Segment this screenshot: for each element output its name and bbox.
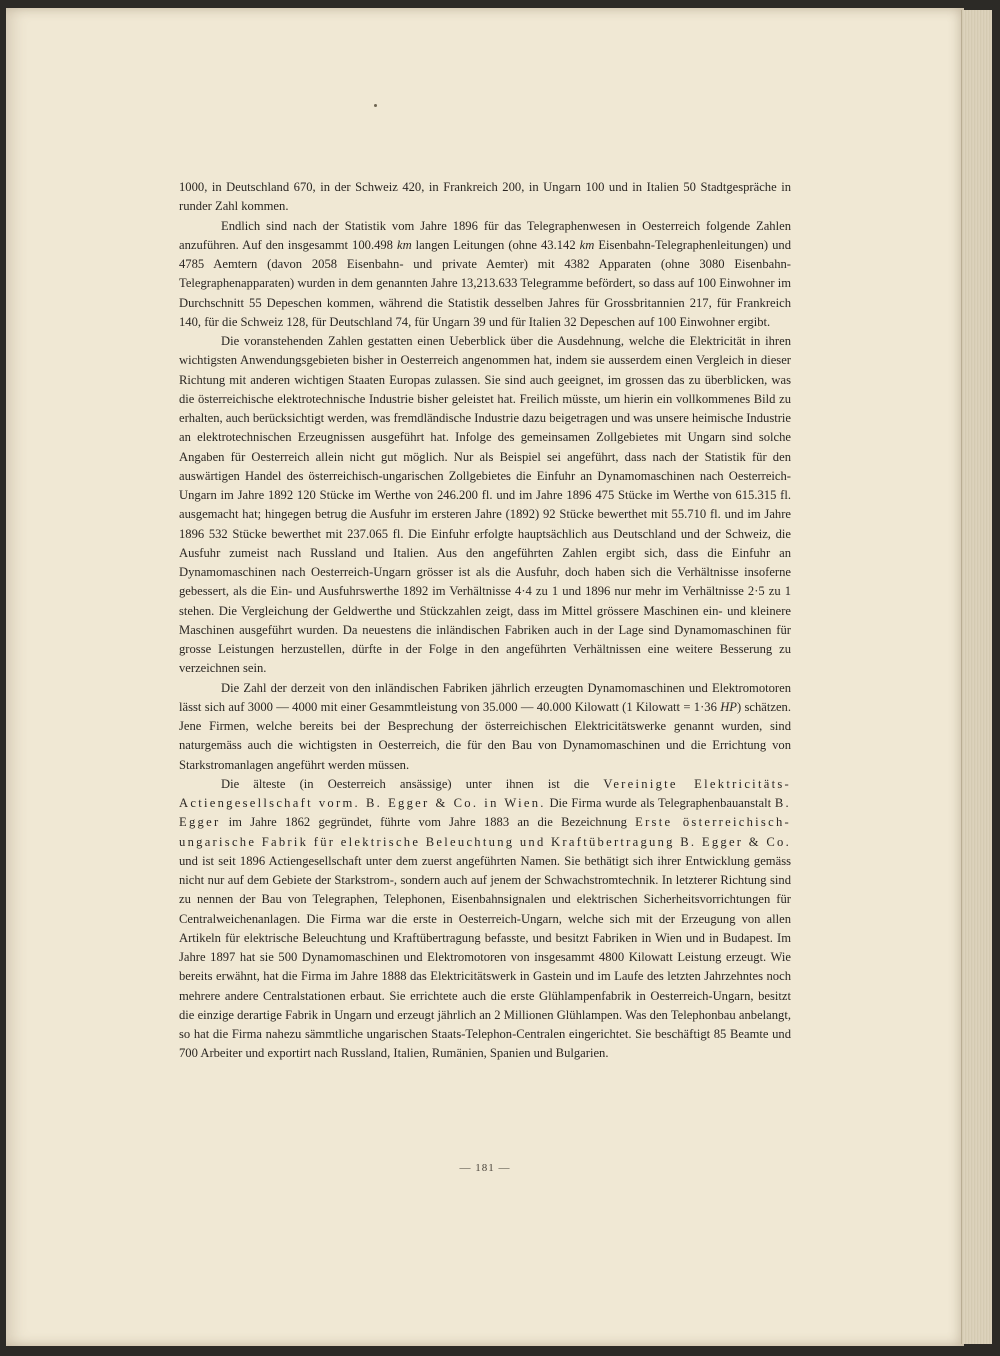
text-segment: 1000, in Deutschland 670, in der Schweiz 420, in Frankreich 200, in Ungarn 100 und in Italien 50 Stadtgespräche in runder Zahl kommen. [179, 180, 791, 214]
spaced-emphasis-text: Vereinigte Elektricitäts-Actiengesellschaft vorm. B. Egger & Co. in Wien. [179, 776, 791, 810]
spaced-emphasis-text: B. Egger [179, 796, 791, 830]
text-segment: Die älteste (in Oesterreich ansässige) unter ihnen ist die [221, 776, 604, 791]
italic-text: km [396, 237, 412, 252]
text-segment: im Jahre 1862 gegründet, führte vom Jahre 1883 an die Bezeichnung [220, 815, 636, 830]
ink-speck [374, 104, 377, 107]
text-segment: Die Firma wurde als Telegraphenbauanstalt [545, 796, 775, 810]
text-segment: und ist seit 1896 Actiengesellschaft unter dem zuerst angeführten Namen. Sie bethätigt sich ihrer Entwicklung gemäss nicht nur auf dem Gebiete der Starkstrom-, sondern auch auf jenem der Schwachstromtechnik. In letzterer Richtung sind zu nennen der Bau von Telegraphen, Telephonen, Eisenbahnsignalen und elektrischen Sicherheitsvorrichtungen für Centralweichenanlagen. Die Firma war die erste in Oesterreich-Ungarn, welche sich mit der Erzeugung von allen Artikeln für elektrische Beleuchtung und Kraftübertragung befasste, und besitzt Fabriken in Wien und in Budapest. Im Jahre 1897 hat sie 500 Dynamomaschinen und Elektromotoren von insgesammt 4800 Kilowatt Leistung erzeugt. Wie bereits erwähnt, hat die Firma im Jahre 1888 das Elektricitätswerk in Gastein und im Laufe des letzten Jahrzehntes noch mehrere andere Centralstationen erbaut. Sie errichtete auch die erste Glühlampenfabrik in Oesterreich-Ungarn, besitzt die einzige derartige Fabrik in Ungarn und erzeugt jährlich an 2 Millionen Glühlampen. Was den Telephonbau anbelangt, so hat die Firma nahezu sämmtliche ungarischen Staats-Telephon-Centralen eingerichtet. Sie beschäftigt 85 Beamte und 700 Arbeiter und exportirt nach Russland, Italien, Rumänien, Spanien und Bulgarien. [179, 853, 791, 1061]
italic-text: HP [720, 699, 737, 714]
paragraph [179, 332, 791, 679]
spaced-emphasis-text: Erste österreichisch-ungarische Fabrik für elektrische Beleuchtung und Kraftübertragung B. Egger & Co. [179, 815, 791, 849]
text-segment: Eisenbahn-Telegraphenleitungen) und 4785 Aemtern (davon 2058 Eisenbahn- und private Aemter) mit 4382 Apparaten (ohne 3080 Eisenbahn-Telegraphenapparaten) wurden in dem genannten Jahre 13,213.633 Telegramme befördert, so dass auf 100 Einwohner im Durchschnitt 55 Depeschen kommen, während die Statistik desselben Jahres für Grossbritannien 217, für Frankreich 140, für die Schweiz 128, für Deutschland 74, für Ungarn 39 und für Italien 32 Depeschen auf 100 Einwohner ergibt. [179, 237, 791, 329]
page-stack-edge [961, 10, 992, 1344]
text-segment: Endlich sind nach der Statistik vom Jahre 1896 für das Telegraphenwesen in Oesterreich folgende Zahlen anzuführen. Auf den insgesammt 100.498 [179, 218, 791, 252]
text-segment: langen Leitungen (ohne 43.142 [411, 237, 580, 252]
paragraph [179, 178, 791, 217]
book-page [6, 8, 964, 1346]
italic-text: km [579, 237, 595, 252]
page-number: — 181 — [459, 1162, 511, 1174]
paragraph [179, 775, 791, 1064]
text-segment: ) schätzen. Jene Firmen, welche bereits bei der Besprechung der österreichischen Elektricitätswerke genannt wurden, sind naturgemäss auch die wichtigsten in Oesterreich, die für den Bau von Dynamomaschinen und die Errichtung von Starkstromanlagen angeführt werden müssen. [179, 699, 792, 772]
text-segment: Die Zahl der derzeit von den inländischen Fabriken jährlich erzeugten Dynamomaschinen und Elektromotoren lässt sich auf 3000 — 4000 mit einer Gesammtleistung von 35.000 — 40.000 Kilowatt (1 Kilowatt = 1·36 [179, 680, 791, 714]
paragraph [179, 679, 791, 775]
paragraph [179, 217, 791, 333]
text-segment: Die voranstehenden Zahlen gestatten einen Ueberblick über die Ausdehnung, welche die Elektricität in ihren wichtigsten Anwendungsgebieten bisher in Oesterreich angenommen hat, indem sie ausserdem einen Vergleich in dieser Richtung mit anderen wichtigen Staaten Europas zulassen. Sie sind auch geeignet, im grossen das zu überblicken, was die österreichische elektrotechnische Industrie bisher geleistet hat. Freilich müsste, um hierin ein vollkommenes Bild zu erhalten, auch berücksichtigt werden, was fremdländische Industrie dazu beigetragen und was unsere heimische Industrie an elektrotechnischen Erzeugnissen ausgeführt hat. Infolge des gemeinsamen Zollgebietes mit Ungarn sind solche Angaben für Oesterreich allein nicht gut möglich. Nur als Beispiel sei angeführt, dass nach der Statistik für den auswärtigen Handel des österreichisch-ungarischen Zollgebietes die Einfuhr an Dynamomaschinen nach Oesterreich-Ungarn im Jahre 1892 120 Stücke im Werthe von 246.200 fl. und im Jahre 1896 475 Stücke im Werthe von 615.315 fl. ausgemacht hat; hingegen betrug die Ausfuhr im ersteren Jahre (1892) 92 Stücke bewerthet mit 55.710 fl. und im Jahre 1896 532 Stücke bewerthet mit 237.065 fl. Die Einfuhr erfolgte hauptsächlich aus Deutschland und der Schweiz, die Ausfuhr zumeist nach Russland und Italien. Aus den angeführten Zahlen ergibt sich, dass die Einfuhr an Dynamomaschinen nach Oesterreich-Ungarn grösser ist als die Ausfuhr, doch haben sich die Verhältnisse insoferne gebessert, als die Ein- und Ausfuhrswerthe 1892 im Verhältnisse 4·4 zu 1 und 1896 nur mehr im Verhältnisse 2·5 zu 1 stehen. Die Vergleichung der Geldwerthe und Stückzahlen zeigt, dass im Mittel grössere Maschinen ein- und kleinere Maschinen ausgeführt wurden. Da neuestens die inländischen Fabriken auch in der Lage sind Dynamomaschinen für grosse Leistungen herzustellen, dürfte in der Folge in den angeführten Verhältnissen eine weitere Besserung zu verzeichnen sein. [179, 334, 791, 676]
body-text [179, 178, 791, 1064]
